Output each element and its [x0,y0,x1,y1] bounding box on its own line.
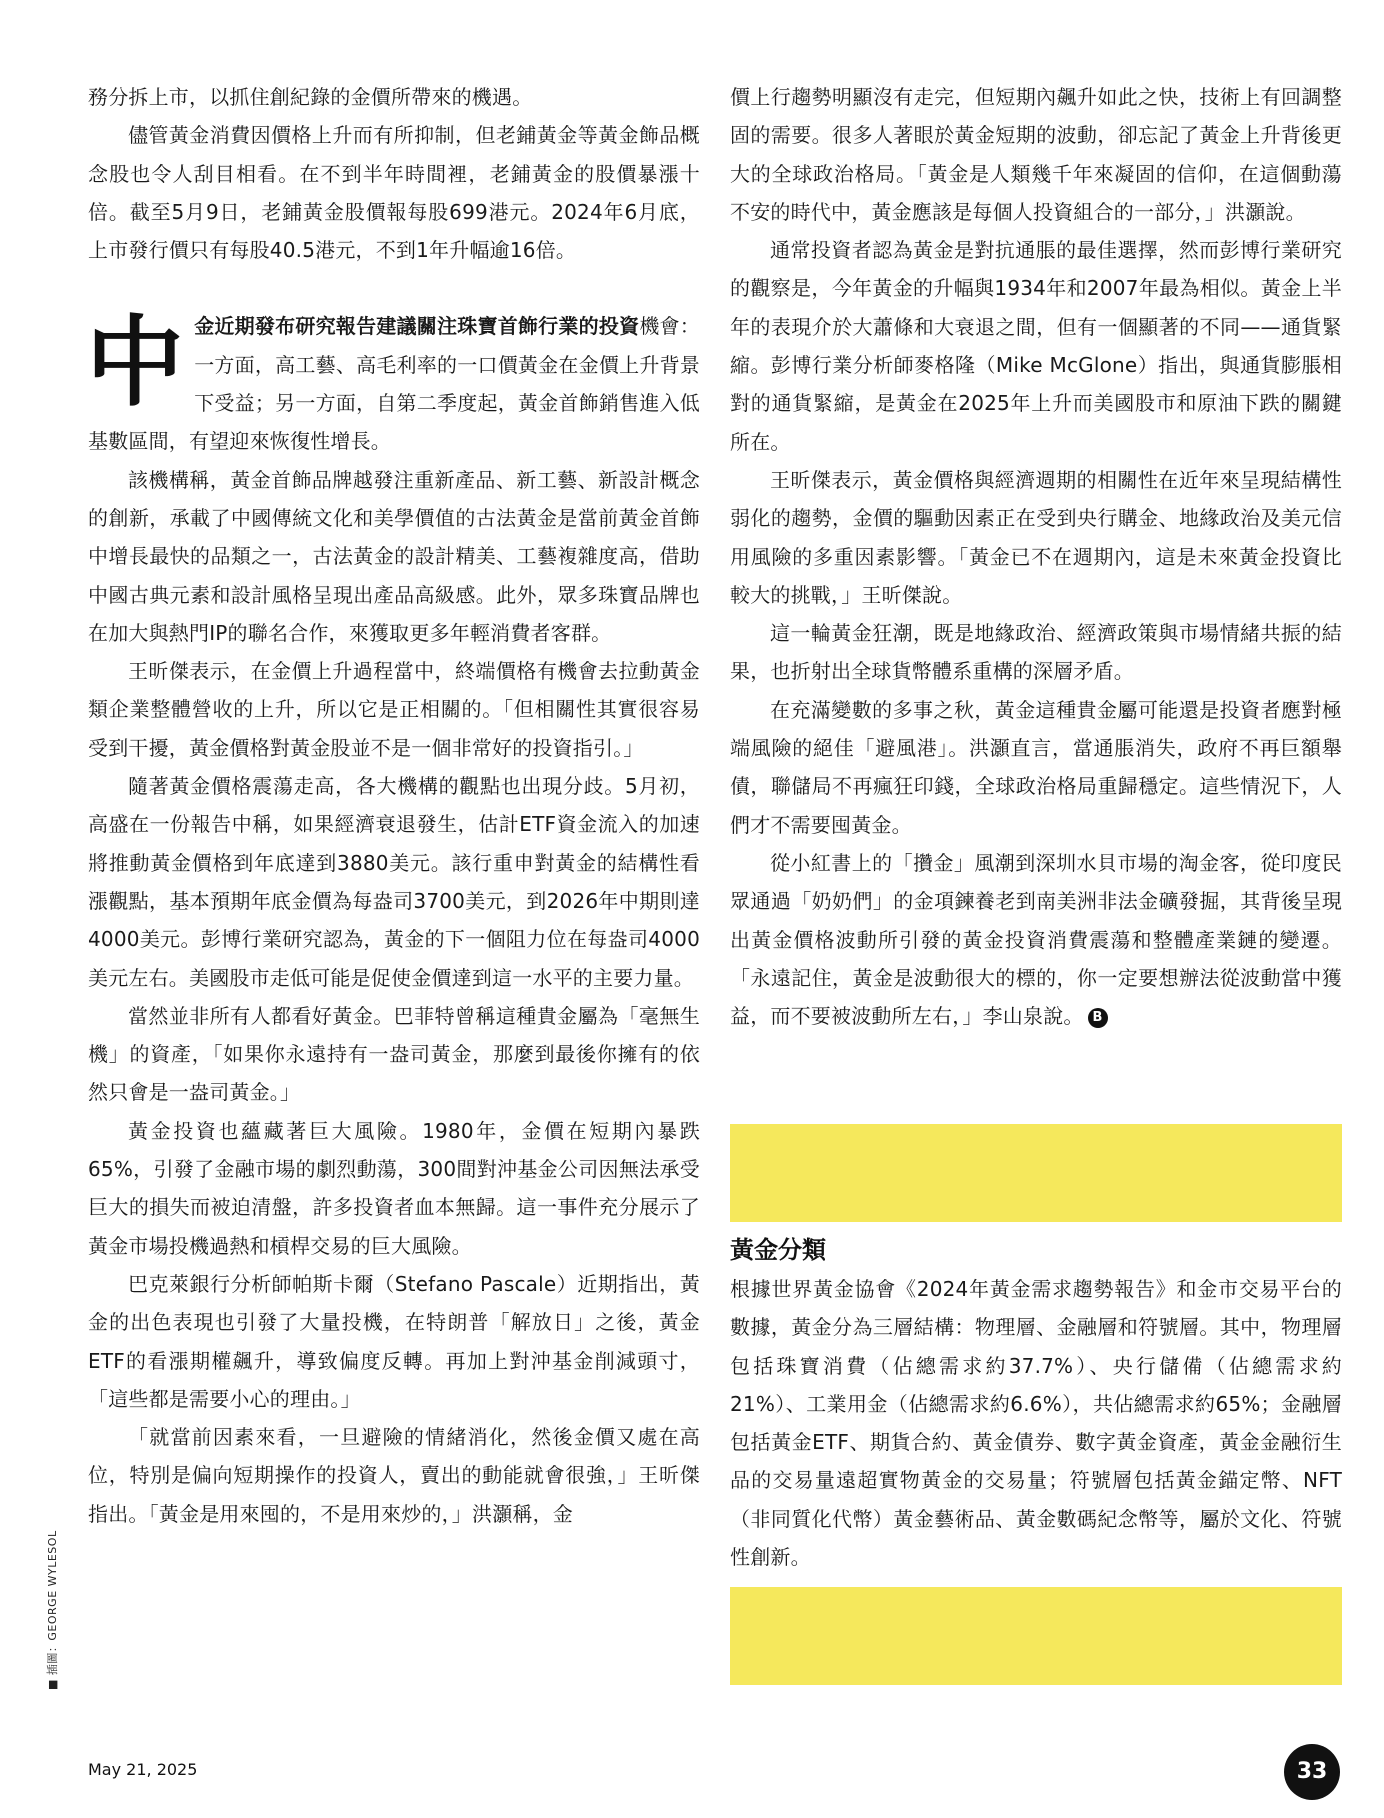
lead-in-bold: 金近期發布研究報告建議關注珠寶首飾行業的投資 [194,314,640,339]
article-paragraph: 巴克萊銀行分析師帕斯卡爾（Stefano Pascale）近期指出，黃金的出色表現也引發了大量投機，在特朗普「解放日」之後，黃金ETF的看漲期權飆升，導致偏度反轉。再加上對沖基金削減頭寸，「這些都是需要小心的理由。」 [88,1271,700,1411]
article-paragraph: 務分拆上市，以抓住創紀錄的金價所帶來的機遇。 [88,85,533,109]
article-left-column [88,78,700,1533]
lead-in-rest: 機會：一方面，高工藝、高毛利率的一口價黃金在金價上升背景下受益；另一方面，自第二季度起，黃金首飾銷售進入低基數區間，有望迎來恢復性增長。 [88,314,700,454]
sidebar-yellow-bar-bottom [730,1587,1342,1685]
sidebar-paragraph: 根據世界黃金協會《2024年黃金需求趨勢報告》和金市交易平台的數據，黃金分為三層結構：物理層、金融層和符號層。其中，物理層包括珠寶消費（佔總需求約37.7%）、央行儲備（佔總需求約21%）、工業用金（佔總需求約6.6%），共佔總需求約65%；金融層包括黃金ETF、期貨合約、黃金債券、數字黃金資產，黃金金融衍生品的交易量遠超實物黃金的交易量；符號層包括黃金錨定幣、NFT（非同質化代幣）黃金藝術品、黃金數碼紀念幣等，屬於文化、符號性創新。 [730,1277,1342,1570]
article-paragraph: 隨著黃金價格震蕩走高，各大機構的觀點也出現分歧。5月初，高盛在一份報告中稱，如果經濟衰退發生，估計ETF資金流入的加速將推動黃金價格到年底達到3880美元。該行重申對黃金的結構性看漲觀點，基本預期年底金價為每盎司3700美元，到2026年中期則達4000美元。彭博行業研究認為，黃金的下一個阻力位在每盎司4000美元左右。美國股市走低可能是促使金價達到這一水平的主要力量。 [88,774,700,990]
article-paragraph: 在充滿變數的多事之秋，黃金這種貴金屬可能還是投資者應對極端風險的絕佳「避風港」。洪灝直言，當通脹消失，政府不再巨額舉債，聯儲局不再瘋狂印錢，全球政治格局重歸穩定。這些情況下，人們才不需要囤黃金。 [730,697,1342,837]
article-paragraph-dropcap [88,307,700,460]
article-paragraph: 王昕傑表示，黃金價格與經濟週期的相關性在近年來呈現結構性弱化的趨勢，金價的驅動因素正在受到央行購金、地緣政治及美元信用風險的多重因素影響。「黃金已不在週期內，這是未來黃金投資比較大的挑戰，」王昕傑說。 [730,467,1342,607]
footer-date: May 21, 2025 [88,1760,198,1779]
article-paragraph: 該機構稱，黃金首飾品牌越發注重新產品、新工藝、新設計概念的創新，承載了中國傳統文化和美學價值的古法黃金是當前黃金首飾中增長最快的品類之一，古法黃金的設計精美、工藝複雜度高，借助中國古典元素和設計風格呈現出產品高級感。此外，眾多珠寶品牌也在加大與熱門IP的聯名合作，來獲取更多年輕消費者客群。 [88,467,700,645]
drop-cap: 中 [86,306,185,421]
sidebar-title: 黃金分類 [730,1236,826,1264]
article-paragraph: 通常投資者認為黃金是對抗通脹的最佳選擇，然而彭博行業研究的觀察是，今年黃金的升幅與1934年和2007年最為相似。黃金上半年的表現介於大蕭條和大衰退之間，但有一個顯著的不同——通貨緊縮。彭博行業分析師麥格隆（Mike McGlone）指出，與通貨膨脹相對的通貨緊縮，是黃金在2025年上升而美國股市和原油下跌的關鍵所在。 [730,238,1342,454]
article-right-column [730,78,1342,1035]
article-paragraph: 當然並非所有人都看好黃金。巴菲特曾稱這種貴金屬為「毫無生機」的資產，「如果你永遠持有一盎司黃金，那麼到最後你擁有的依然只會是一盎司黃金。」 [88,1003,700,1105]
article-paragraph: 王昕傑表示，在金價上升過程當中，終端價格有機會去拉動黃金類企業整體營收的上升，所以它是正相關的。「但相關性其實很容易受到干擾，黃金價格對黃金股並不是一個非常好的投資指引。」 [88,659,700,760]
article-paragraph: 「就當前因素來看，一旦避險的情緒消化，然後金價又處在高位，特別是偏向短期操作的投資人，賣出的動能就會很強，」王昕傑指出。「黃金是用來囤的，不是用來炒的，」洪灝稱，金 [88,1425,700,1526]
sidebar-yellow-bar-top [730,1124,1342,1222]
end-mark-icon: B [1088,1008,1108,1028]
article-paragraph: 價上行趨勢明顯沒有走完，但短期內飆升如此之快，技術上有回調整固的需要。很多人著眼於黃金短期的波動，卻忘記了黃金上升背後更大的全球政治格局。「黃金是人類幾千年來凝固的信仰，在這個動蕩不安的時代中，黃金應該是每個人投資組合的一部分，」洪灝說。 [730,85,1342,224]
article-paragraph: 黃金投資也蘊藏著巨大風險。1980年，金價在短期內暴跌65%，引發了金融市場的劇烈動蕩，300間對沖基金公司因無法承受巨大的損失而被迫清盤，許多投資者血本無歸。這一事件充分展示了黃金市場投機過熱和槓桿交易的巨大風險。 [88,1118,700,1258]
final-paragraph-text: 從小紅書上的「攢金」風潮到深圳水貝市場的淘金客，從印度民眾通過「奶奶們」的金項鍊養老到南美洲非法金礦發掘，其背後呈現出黃金價格波動所引發的黃金投資消費震蕩和整體產業鏈的變遷。「永遠記住，黃金是波動很大的標的，你一定要想辦法從波動當中獲益，而不要被波動所左右，」李山泉說。 [730,850,1342,1029]
article-paragraph: 這一輪黃金狂潮，既是地緣政治、經濟政策與市場情緒共振的結果，也折射出全球貨幣體系重構的深層矛盾。 [730,621,1342,684]
sidebar-body [730,1270,1342,1576]
article-paragraph-final [730,844,1342,1035]
article-paragraph: 儘管黃金消費因價格上升而有所抑制，但老鋪黃金等黃金飾品概念股也令人刮目相看。在不到半年時間裡，老鋪黃金的股價暴漲十倍。截至5月9日，老鋪黃金股價報每股699港元。2024年6月底，上市發行價只有每股40.5港元，不到1年升幅逾16倍。 [88,123,700,263]
page-number-badge: 33 [1284,1744,1340,1800]
photo-credit: ■ 插圖：GEORGE WYLESOL [46,1530,59,1690]
